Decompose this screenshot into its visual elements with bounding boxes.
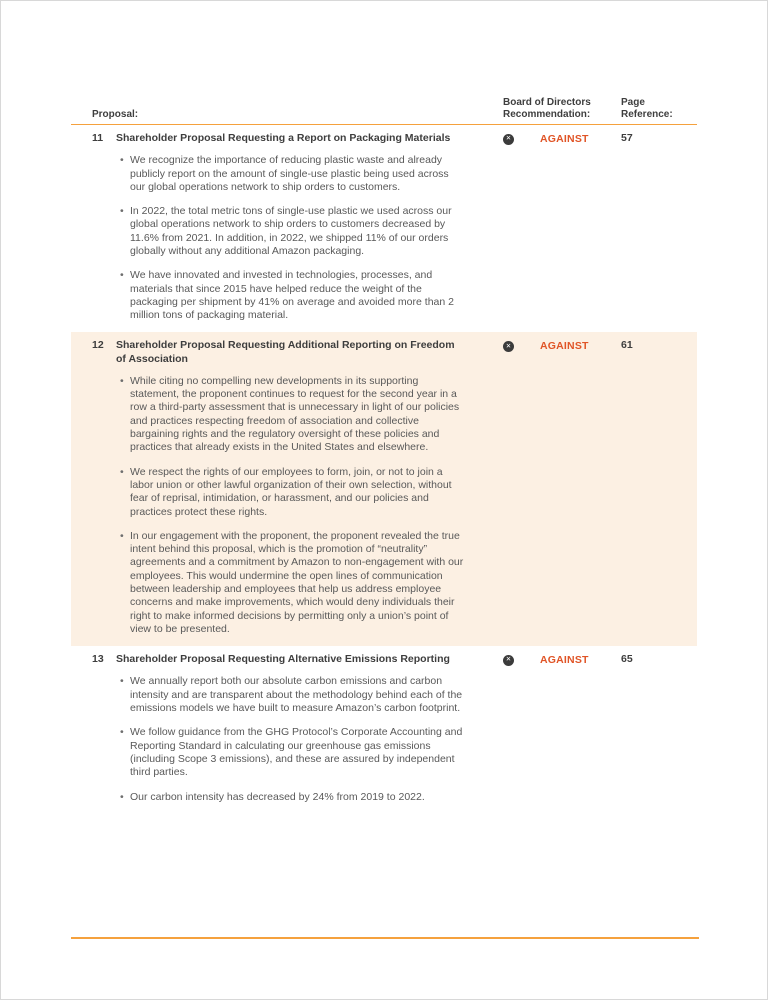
proposal-row bbox=[71, 332, 697, 646]
recommendation-cell bbox=[503, 132, 621, 322]
bullet-item: • In our engagement with the proponent, the proponent revealed the true intent behind this proposal, which is the promotion of “neutrality” agreements and a commitment by Amazon to non-engagement with our employees. This would undermine the open lines of communication between leadership and employees that help us address employee concerns and make improvements, which would deny individuals their right to make informed decisions by permitting only a union’s point of view to be presented. bbox=[116, 530, 464, 636]
bullet-item: • We respect the rights of our employees to form, join, or not to join a labor union or other lawful organization of their own selection, without fear of reprisal, intimidation, or harassment, and our policies and practices protect these rights. bbox=[116, 466, 464, 519]
circle-x-icon: ✕ bbox=[503, 134, 514, 145]
proposal-body bbox=[116, 339, 478, 636]
proposal-bullets bbox=[116, 375, 464, 636]
recommendation-label: AGAINST bbox=[540, 340, 589, 353]
circle-x-icon: ✕ bbox=[503, 341, 514, 352]
recommendation-label: AGAINST bbox=[540, 654, 589, 667]
bullet-item: • While citing no compelling new developments in its supporting statement, the proponent continues to request for the second year in a row a third-party assessment that is unnecessary in light of our policies and practices respecting freedom of association and collective bargaining rights and the regulatory oversight of these policies and practices that already exists in the United States and elsewhere. bbox=[116, 375, 464, 455]
content-area bbox=[1, 1, 767, 814]
bullet-item: • We annually report both our absolute carbon emissions and carbon intensity and are transparent about the methodology behind each of the emissions models we have built to measure Amazon’s carbon footprint. bbox=[116, 675, 464, 715]
bullet-item: • We follow guidance from the GHG Protocol’s Corporate Accounting and Reporting Standard in calculating our greenhouse gas emissions (including Scope 3 emissions), and these are assured by independent third parties. bbox=[116, 726, 464, 779]
proposal-row bbox=[71, 646, 697, 814]
proposal-number: 13 bbox=[92, 653, 104, 666]
recommendation-cell bbox=[503, 653, 621, 804]
footer-divider bbox=[71, 937, 699, 939]
proposal-title: Shareholder Proposal Requesting Additional Reporting on Freedom of Association bbox=[116, 339, 455, 365]
page-reference: 65 bbox=[621, 653, 633, 666]
proposal-number: 12 bbox=[92, 339, 104, 352]
proposal-row bbox=[71, 125, 697, 332]
proposal-title: Shareholder Proposal Requesting Alternative Emissions Reporting bbox=[116, 653, 450, 666]
page-reference: 61 bbox=[621, 339, 633, 352]
bullet-item: • We have innovated and invested in technologies, processes, and materials that since 2015 have helped reduce the weight of the packaging per shipment by 41% on average and avoided more than 2 million tons of packaging material. bbox=[116, 269, 464, 322]
recommendation-header-line2: Recommendation: bbox=[503, 108, 591, 120]
recommendation-cell bbox=[503, 339, 621, 636]
recommendation-header-line1: Board of Directors bbox=[503, 97, 591, 108]
proposal-title: Shareholder Proposal Requesting a Report on Packaging Materials bbox=[116, 132, 451, 144]
page-column-header bbox=[621, 97, 697, 120]
page-reference: 57 bbox=[621, 132, 633, 144]
recommendation-column-header bbox=[503, 97, 621, 120]
proposal-body bbox=[116, 132, 478, 322]
recommendation-label: AGAINST bbox=[540, 133, 589, 145]
bullet-item: • In 2022, the total metric tons of single-use plastic we used across our global operations network to ship orders to customers decreased by 11.6% from 2021. In addition, in 2022, we shipped 11% of our orders globally without any additional Amazon packaging. bbox=[116, 205, 464, 258]
table-header bbox=[71, 97, 697, 124]
circle-x-icon: ✕ bbox=[503, 655, 514, 666]
proposal-body bbox=[116, 653, 478, 804]
page-header-line2: Reference: bbox=[621, 108, 673, 120]
proposal-bullets bbox=[116, 154, 464, 322]
bullet-item: • Our carbon intensity has decreased by 24% from 2019 to 2022. bbox=[116, 791, 464, 804]
page-header-line1: Page bbox=[621, 97, 645, 108]
proposal-number: 11 bbox=[92, 132, 104, 144]
proposal-column-header: Proposal: bbox=[92, 108, 139, 120]
proposal-list bbox=[71, 125, 697, 814]
proposal-bullets bbox=[116, 675, 464, 803]
bullet-item: • We recognize the importance of reducing plastic waste and already publicly report on the amount of single-use plastic being used across our global operations network to ship orders to customers. bbox=[116, 154, 464, 194]
